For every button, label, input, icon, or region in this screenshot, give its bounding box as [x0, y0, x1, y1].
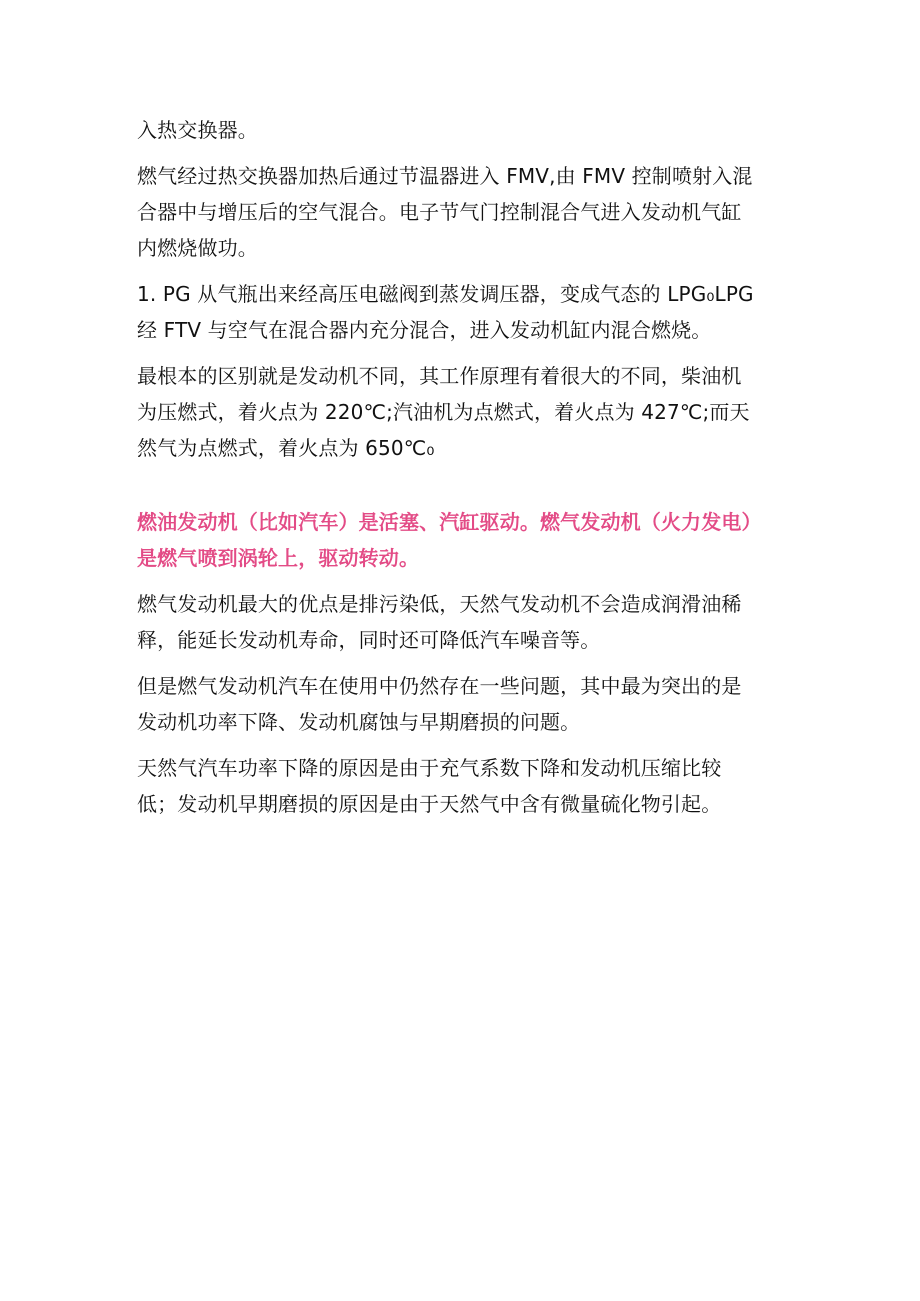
- highlighted-paragraph: [137, 504, 787, 576]
- text-line: 低；发动机早期磨损的原因是由于天然气中含有微量硫化物引起。: [137, 792, 722, 816]
- paragraph-heat-exchanger-end: [137, 112, 787, 148]
- text-line: 天然气汽车功率下降的原因是由于充气系数下降和发动机压缩比较: [137, 756, 722, 780]
- paragraph-ignition-comparison: [137, 358, 787, 466]
- text-line: 合器中与增压后的空气混合。电子节气门控制混合气进入发动机气缸: [137, 200, 742, 224]
- text-line: 发动机功率下降、发动机腐蚀与早期磨损的问题。: [137, 710, 581, 734]
- paragraph-lpg: [137, 276, 787, 348]
- paragraph-problems: [137, 668, 787, 740]
- text-line: 1. PG 从气瓶出来经高压电磁阀到蒸发调压器，变成气态的 LPG₀LPG: [137, 282, 754, 306]
- text-line: 内燃烧做功。: [137, 236, 258, 260]
- text-line: 最根本的区别就是发动机不同，其工作原理有着很大的不同，柴油机: [137, 364, 742, 388]
- text-line: 燃气经过热交换器加热后通过节温器进入 FMV,由 FMV 控制喷射入混: [137, 164, 753, 188]
- text-line: 入热交换器。: [137, 118, 258, 142]
- text-line: 释，能延长发动机寿命，同时还可降低汽车噪音等。: [137, 628, 601, 652]
- highlight-line: 是燃气喷到涡轮上，驱动转动。: [137, 546, 420, 570]
- document-body: [137, 112, 787, 832]
- text-line: 经 FTV 与空气在混合器内充分混合，进入发动机缸内混合燃烧。: [137, 318, 712, 342]
- text-line: 但是燃气发动机汽车在使用中仍然存在一些问题，其中最为突出的是: [137, 674, 742, 698]
- paragraph-gas-flow: [137, 158, 787, 266]
- text-line: 为压燃式，着火点为 220℃;汽油机为点燃式，着火点为 427℃;而天: [137, 400, 750, 424]
- text-line: 燃气发动机最大的优点是排污染低，天然气发动机不会造成润滑油稀: [137, 592, 742, 616]
- paragraph-causes: [137, 750, 787, 822]
- text-line: 然气为点燃式，着火点为 650℃₀: [137, 436, 435, 460]
- highlight-line: 燃油发动机（比如汽车）是活塞、汽缸驱动。燃气发动机（火力发电）: [137, 510, 762, 534]
- section-spacer: [137, 476, 787, 504]
- paragraph-advantages: [137, 586, 787, 658]
